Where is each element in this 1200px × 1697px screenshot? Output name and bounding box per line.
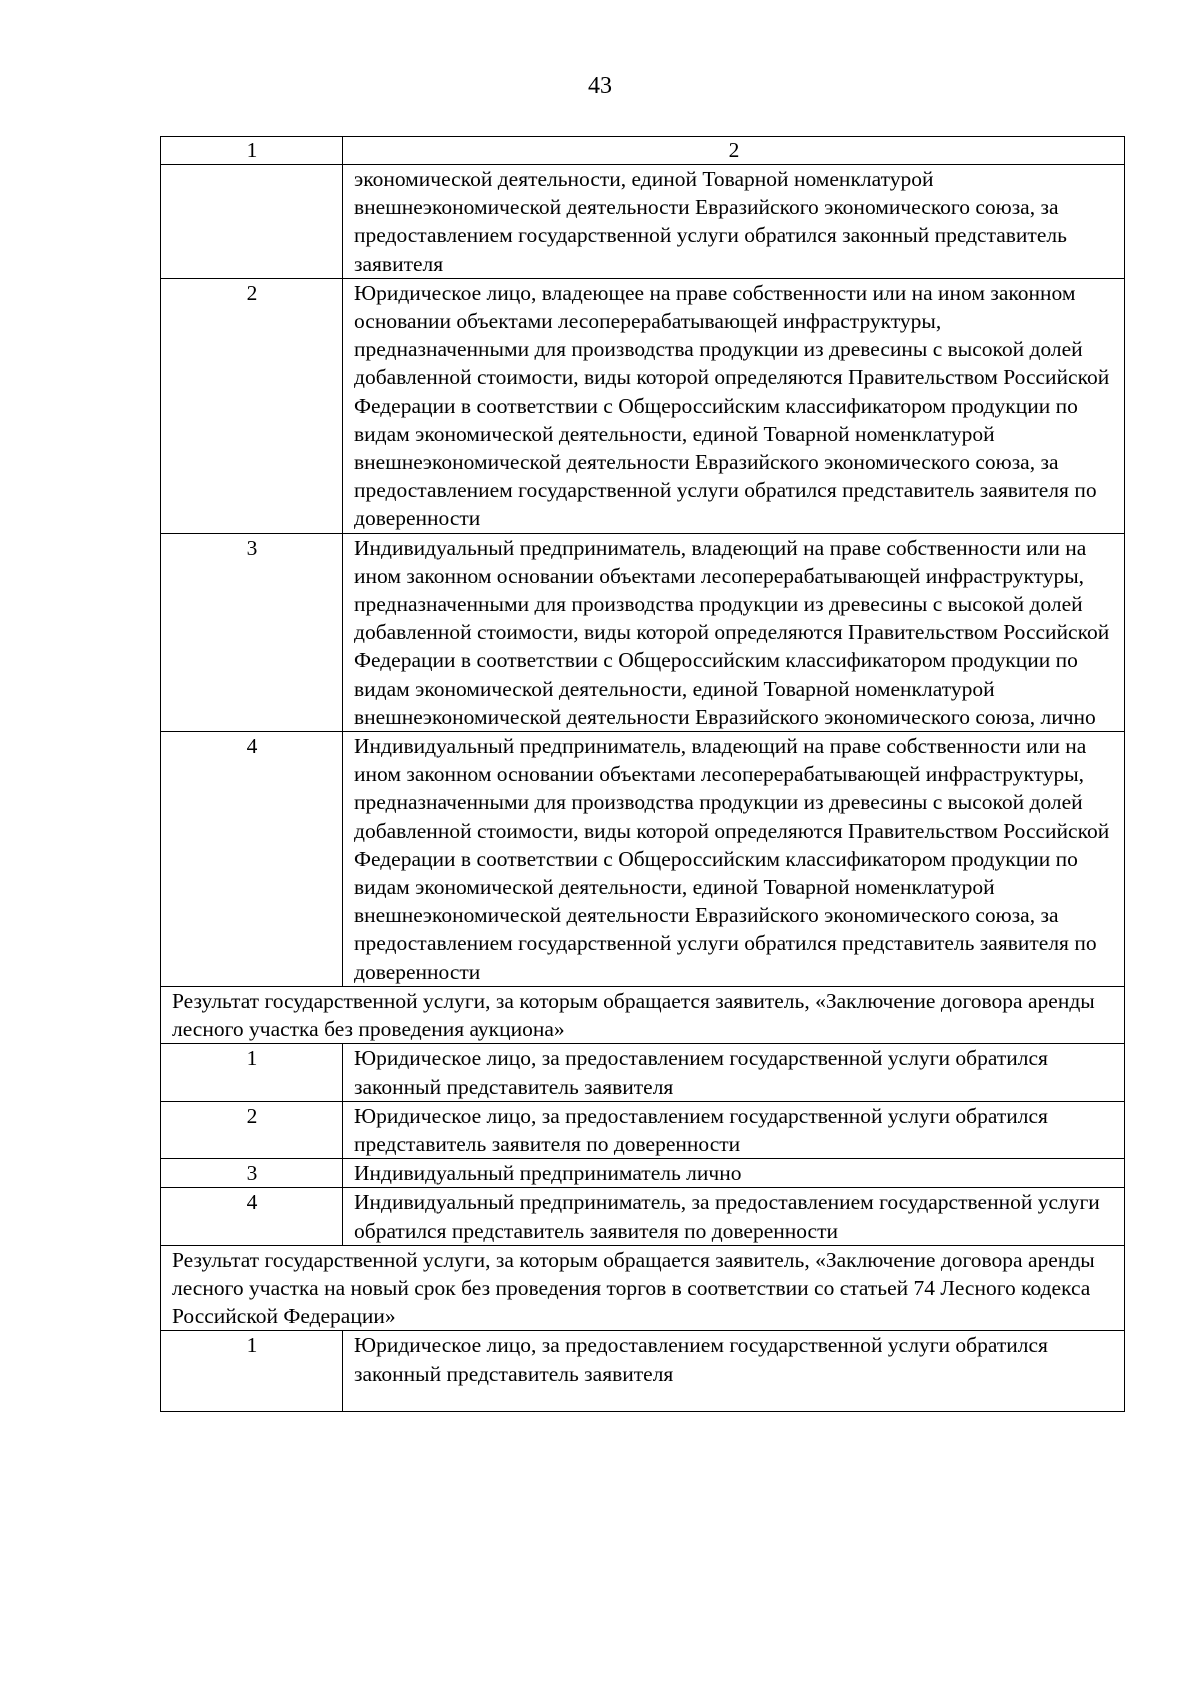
row-number: 2 <box>161 1101 343 1158</box>
row-description: Юридическое лицо, за предоставлением государственной услуги обратился законный представитель заявителя <box>343 1331 1125 1412</box>
table-row <box>161 1044 1125 1101</box>
table-row <box>161 1101 1125 1158</box>
table-row <box>161 732 1125 987</box>
table-header-row <box>161 137 1125 165</box>
row-number: 1 <box>161 1044 343 1101</box>
row-description: экономической деятельности, единой Товарной номенклатурой внешнеэкономической деятельности Евразийского экономического союза, за предоставлением государственной услуги обратился законный представитель заявителя <box>343 165 1125 279</box>
row-number <box>161 165 343 279</box>
section-heading-row <box>161 986 1125 1043</box>
row-description: Индивидуальный предприниматель, владеющий на праве собственности или на ином законном основании объектами лесоперерабатывающей инфраструктуры, предназначенными для производства продукции из древесины с высокой долей добавленной стоимости, виды которой определяются Правительством Российской Федерации в соответствии с Общероссийским классификатором продукции по видам экономической деятельности, единой Товарной номенклатурой внешнеэкономической деятельности Евразийского экономического союза, за предоставлением государственной услуги обратился представитель заявителя по доверенности <box>343 732 1125 987</box>
row-description: Индивидуальный предприниматель лично <box>343 1159 1125 1188</box>
row-number: 4 <box>161 732 343 987</box>
row-description: Индивидуальный предприниматель, владеющий на праве собственности или на ином законном основании объектами лесоперерабатывающей инфраструктуры, предназначенными для производства продукции из древесины с высокой долей добавленной стоимости, виды которой определяются Правительством Российской Федерации в соответствии с Общероссийским классификатором продукции по видам экономической деятельности, единой Товарной номенклатурой внешнеэкономической деятельности Евразийского экономического союза, лично <box>343 533 1125 731</box>
applicant-variants-table <box>160 136 1125 1412</box>
row-number: 1 <box>161 1331 343 1412</box>
column-header-2: 2 <box>343 137 1125 165</box>
table-row <box>161 165 1125 279</box>
row-description: Индивидуальный предприниматель, за предоставлением государственной услуги обратился представитель заявителя по доверенности <box>343 1188 1125 1245</box>
table-row <box>161 1159 1125 1188</box>
page-number: 43 <box>588 73 612 99</box>
section-heading-row <box>161 1245 1125 1331</box>
row-number: 3 <box>161 533 343 731</box>
row-description: Юридическое лицо, за предоставлением государственной услуги обратился законный представитель заявителя <box>343 1044 1125 1101</box>
row-description: Юридическое лицо, владеющее на праве собственности или на ином законном основании объектами лесоперерабатывающей инфраструктуры, предназначенными для производства продукции из древесины с высокой долей добавленной стоимости, виды которой определяются Правительством Российской Федерации в соответствии с Общероссийским классификатором продукции по видам экономической деятельности, единой Товарной номенклатурой внешнеэкономической деятельности Евразийского экономического союза, за предоставлением государственной услуги обратился представитель заявителя по доверенности <box>343 278 1125 533</box>
column-header-1: 1 <box>161 137 343 165</box>
table-row <box>161 278 1125 533</box>
section-heading: Результат государственной услуги, за которым обращается заявитель, «Заключение договора аренды лесного участка на новый срок без проведения торгов в соответствии со статьей 74 Лесного кодекса Российской Федерации» <box>161 1245 1125 1331</box>
row-number: 4 <box>161 1188 343 1245</box>
table-row <box>161 1331 1125 1412</box>
row-description: Юридическое лицо, за предоставлением государственной услуги обратился представитель заявителя по доверенности <box>343 1101 1125 1158</box>
table-row <box>161 533 1125 731</box>
table-row <box>161 1188 1125 1245</box>
row-number: 3 <box>161 1159 343 1188</box>
section-heading: Результат государственной услуги, за которым обращается заявитель, «Заключение договора аренды лесного участка без проведения аукциона» <box>161 986 1125 1043</box>
row-number: 2 <box>161 278 343 533</box>
